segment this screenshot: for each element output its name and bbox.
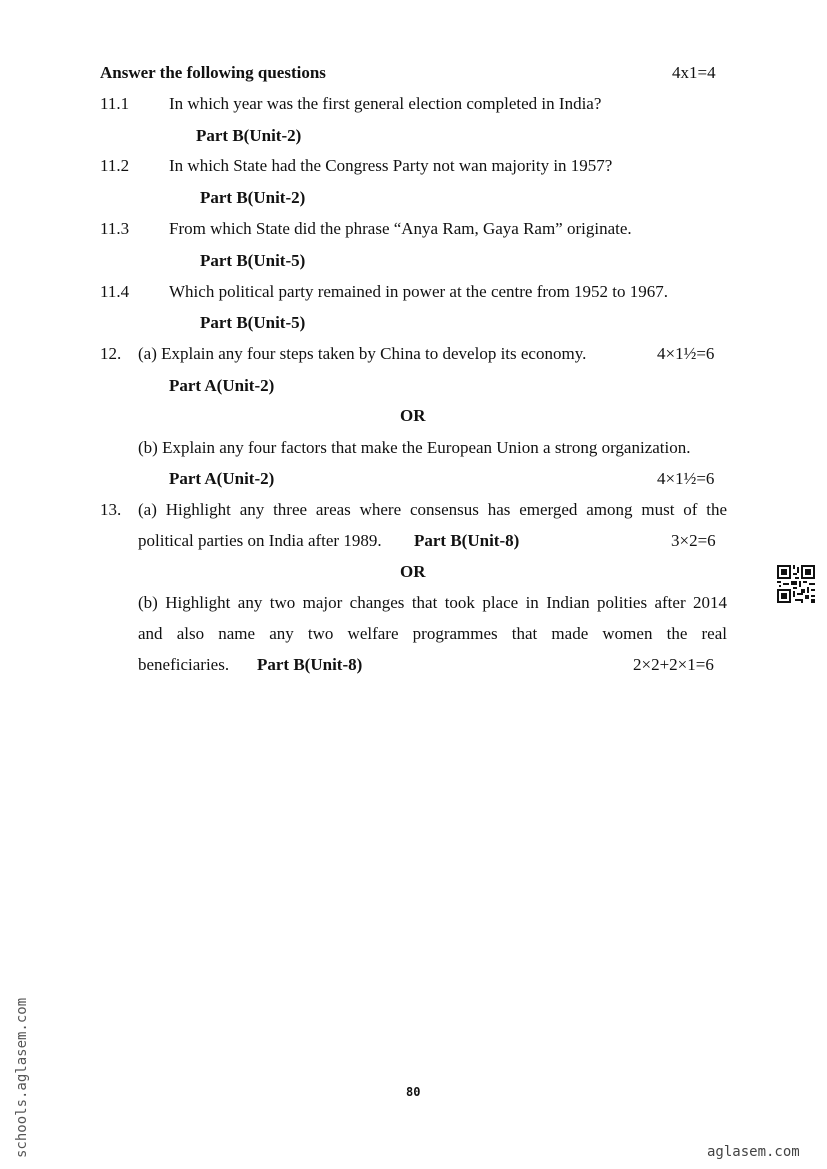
question-reference: Part B(Unit-8)	[414, 531, 520, 550]
page-number: 80	[406, 1085, 421, 1099]
qr-code-icon	[777, 565, 815, 603]
question-text: From which State did the phrase “Anya Ram, Gaya Ram” originate.	[169, 219, 632, 238]
question-reference: Part B(Unit-2)	[196, 126, 302, 145]
question-marks: 4×1½=6	[657, 344, 715, 363]
question-text: and also name any two welfare programmes that made women the real	[138, 624, 727, 643]
question-reference: Part B(Unit-8)	[257, 655, 363, 674]
question-number: 11.3	[100, 219, 130, 238]
question-reference: Part B(Unit-2)	[200, 188, 306, 207]
question-number: 11.4	[100, 282, 130, 301]
question-reference: Part A(Unit-2)	[169, 469, 275, 488]
question-marks: 3×2=6	[671, 531, 716, 550]
question-reference: Part B(Unit-5)	[200, 313, 306, 332]
section-heading: Answer the following questions	[100, 63, 326, 82]
question-number: 11.2	[100, 156, 130, 175]
site-watermark: aglasem.com	[707, 1144, 800, 1160]
vertical-watermark: schools.aglasem.com	[14, 997, 30, 1158]
question-text: (a) Explain any four steps taken by China to develop its economy.	[138, 344, 587, 363]
question-marks: 4×1½=6	[657, 469, 715, 488]
question-number: 13.	[100, 500, 122, 519]
question-text: beneficiaries.	[138, 655, 230, 674]
question-text: In which State had the Congress Party not wan majority in 1957?	[169, 156, 613, 175]
question-text: political parties on India after 1989.	[138, 531, 382, 550]
question-number: 12.	[100, 344, 122, 363]
question-reference: Part B(Unit-5)	[200, 251, 306, 270]
question-marks: 2×2+2×1=6	[633, 655, 714, 674]
or-separator: OR	[400, 562, 426, 581]
or-separator: OR	[400, 406, 426, 425]
question-reference: Part A(Unit-2)	[169, 376, 275, 395]
question-text: (b) Explain any four factors that make the European Union a strong organization.	[138, 438, 691, 457]
question-text: (a) Highlight any three areas where consensus has emerged among must of the	[138, 500, 727, 519]
question-number: 11.1	[100, 94, 130, 113]
section-marks: 4x1=4	[672, 63, 716, 82]
question-text: In which year was the first general election completed in India?	[169, 94, 602, 113]
question-text: (b) Highlight any two major changes that took place in Indian polities after 2014	[138, 593, 727, 612]
question-text: Which political party remained in power at the centre from 1952 to 1967.	[169, 282, 668, 301]
